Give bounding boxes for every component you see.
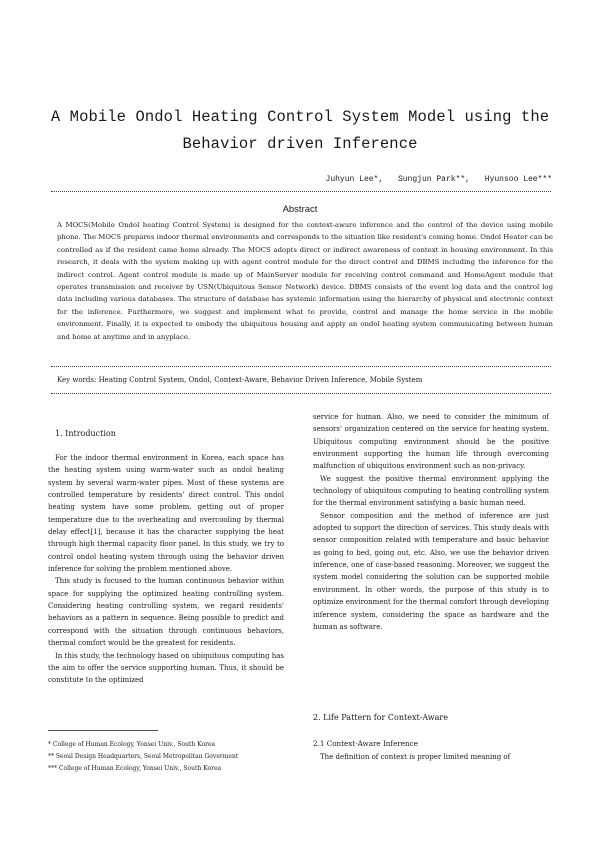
right-paragraph-2: We suggest the positive thermal environment applying the technology of ubiquitous computing to heating controlling system for the thermal environment satisfying a basic human need. [313, 474, 549, 508]
author-list [316, 175, 552, 184]
section-2-heading: 2. Life Pattern for Context-Aware [313, 713, 448, 722]
dotted-divider-abstract [51, 366, 551, 367]
right-paragraph-3: Sensor composition and the method of inference are just adopted to support the direction of services. This study deals with sensor composition related with temperature and basic behavior as going to bed, going out, etc. Also, we use the behavior driven inference, one of case-based reasoning. Moreover, we suggest the system model considering the solution can be supported mobile environment. In other words, the purpose of this study is to optimize environment for the thermal comfort through developing inference system, considering the space as hardware and the human as software. [313, 511, 549, 631]
footnote-3: *** College of Human Ecology, Yonsei Univ., South Korea [48, 765, 222, 773]
footnote-rule [48, 730, 158, 731]
author-3: Hyunsoo Lee*** [484, 175, 552, 184]
subsection-2-1-heading: 2.1 Context-Aware Inference [313, 739, 418, 748]
section-1-heading: 1. Introduction [55, 429, 116, 438]
keywords: Key words: Heating Control System, Ondol, Context-Aware, Behavior Driven Inference, Mobile System [57, 376, 423, 384]
dotted-divider-keywords [51, 393, 551, 394]
right-paragraph-1: service for human. Also, we need to consider the minimum of sensors' organization centered on the service for heating system. Ubiquitous computing environment should be the positive environment supporting the human life through overcoming malfunction of ubiquitous environment such as non-privacy. [313, 413, 549, 471]
abstract-heading: Abstract [282, 204, 318, 215]
intro-paragraph-2: This study is focused to the human continuous behavior within space for supplying the optimized heating controlling system. Considering heating controlling system, we regard residents' behaviors as a pattern in sequence. Being possible to predict and correspond with the situation through continuous behaviors, thermal comfort would be the greatest for residents. [48, 577, 284, 648]
title-line-1: A Mobile Ondol Heating Control System Model using the [50, 108, 550, 126]
paper-title [40, 104, 560, 158]
footnote-1: * College of Human Ecology, Yonsei Univ., South Korea [48, 741, 216, 748]
dotted-divider-top [51, 191, 551, 192]
footnotes [48, 739, 238, 776]
footnote-2: ** Seoul Design Headquarters, Seoul Metropolitan Goverment [48, 753, 239, 761]
intro-paragraph-1: For the indoor thermal environment in Korea, each space has the heating system using warm-water such as ondol heating system by several warm-water pipes. Most of these systems are controlled temperature by residents' direct control. This ondol heating system have some problem, getting out of proper temperature due to the overheating and overcooling by thermal delay effect[1], because it has the character supplying the heat through high thermal capacity floor panel. In this study, we try to control ondol heating system through using the behavior driven inference for solving the problem mentioned above. [48, 454, 284, 574]
author-2: Sungjun Park**, [397, 175, 470, 184]
subsection-2-1-text: The definition of context is proper limited meaning of [320, 753, 511, 761]
abstract-body: A MOCS(Mobile Ondol heating Control System) is designed for the context-aware inference and the control of the device using mobile phone. The MOCS prepares indoor thermal environments and corresponds to the situation like resident's coming home. Ondol Heater can be controlled as if the resident came home already. The MOCS adopts direct or indirect awareness of context in housing environment. In this research, it deals with the system making up with agent control module for the direct control and DBMS including the inference for the indirect control. Agent control module is made up of MainServer module for receiving control command and HomeAgent module that operates transmission and receiver by USN(Ubiquitous Sensor Network) device. DBMS consists of the event log data and the control log data including various databases. The structure of database has systemic information using the hierarchy of physical and electronic context for the inference. Furthermore, we suggest and implement what to provide, control and manage the home service in the mobile environment. Finally, it is expected to embody the ubiquitous housing and apply an ondol heating system communicating between human and home at anytime and in anyplace. [57, 221, 553, 341]
right-column [313, 411, 549, 633]
left-column [48, 452, 284, 687]
intro-paragraph-3: In this study, the technology based on ubiquitous computing has the aim to offer the service supporting human. Thus, it should be constitute to the optimized [48, 651, 284, 685]
title-line-2: Behavior driven Inference [182, 135, 418, 153]
author-1: Juhyun Lee*, [325, 175, 384, 184]
